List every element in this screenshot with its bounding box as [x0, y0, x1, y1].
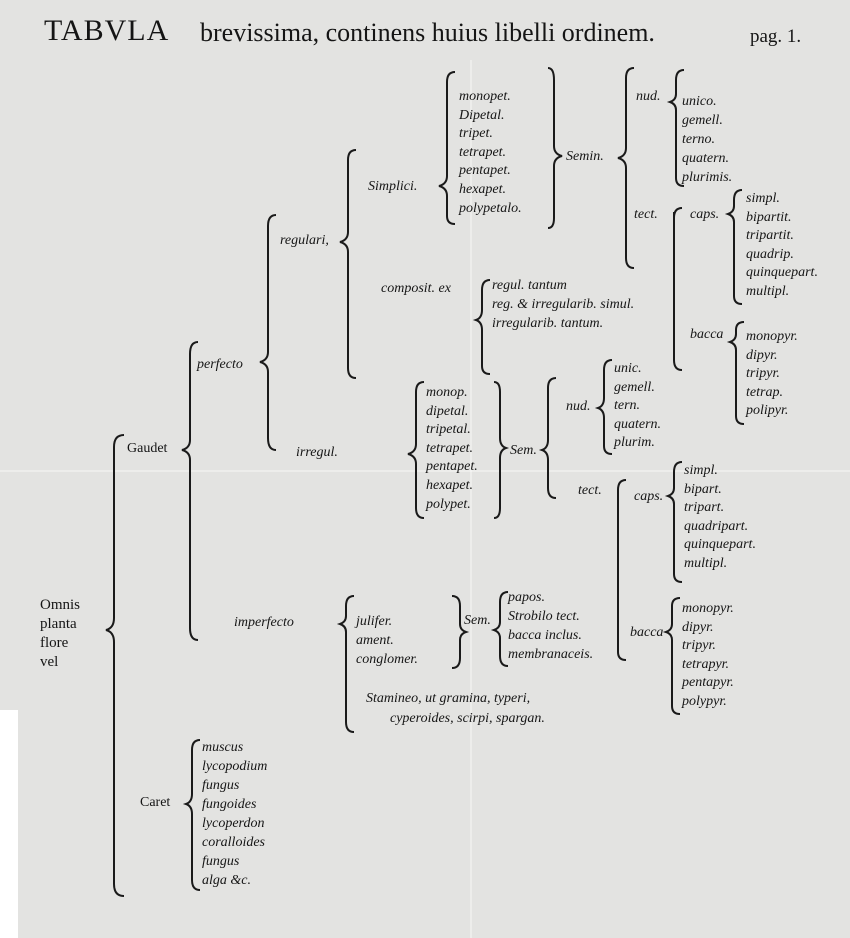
list-item: tetrapet.	[426, 440, 474, 456]
irregul-caps-label: caps.	[634, 489, 664, 504]
simplici-petals-list	[459, 88, 522, 218]
irregul-bacca-label: bacca	[630, 625, 664, 640]
irregul-nud-label: nud.	[566, 399, 591, 414]
list-item: multipl.	[746, 283, 790, 299]
semin-left-brace	[548, 68, 562, 228]
irregul-nud-brace	[598, 360, 612, 454]
list-item: monopyr.	[746, 329, 798, 344]
list-item: quatern.	[614, 416, 662, 432]
semin-brace	[618, 68, 634, 268]
list-item: monopyr.	[682, 601, 734, 616]
root-brace	[106, 435, 124, 896]
perfecto-label: perfecto	[197, 357, 243, 372]
list-item: monop.	[426, 385, 468, 400]
list-item: coralloides	[202, 835, 265, 850]
table-title: TABVLA	[44, 14, 170, 47]
semin-label: Semin.	[566, 149, 604, 164]
composit-label: composit. ex	[381, 281, 451, 296]
list-item: quatern.	[682, 151, 730, 166]
list-item: tetrapyr.	[682, 656, 730, 672]
list-item: fungoides	[202, 797, 257, 812]
list-item: tripartit.	[746, 228, 794, 244]
irregul-bacca-list	[682, 600, 734, 712]
irregul-sem-left-brace	[494, 382, 506, 518]
root-line: planta	[40, 616, 77, 632]
root-line: Omnis	[40, 597, 81, 613]
caret-list	[202, 738, 267, 890]
list-item: pentapet.	[459, 163, 511, 179]
irregul-nud-list	[614, 360, 661, 453]
list-item: fungus	[202, 854, 240, 869]
caps-brace	[728, 190, 742, 304]
irregul-tect-brace	[618, 480, 626, 660]
imperfecto-sem-label: Sem.	[464, 613, 491, 628]
list-item: polypet.	[426, 496, 471, 512]
list-item: unico.	[682, 94, 717, 109]
list-item: tern.	[614, 398, 641, 414]
list-item: muscus	[202, 740, 244, 755]
bacca-list	[746, 328, 798, 421]
list-item: tripyr.	[746, 366, 780, 382]
list-item: hexapet.	[459, 181, 507, 197]
root-line: vel	[40, 654, 59, 670]
irregul-sem-label: Sem.	[510, 443, 537, 458]
list-item: fungus	[202, 778, 240, 793]
table-subtitle: brevissima, continens huius libelli ordinem.	[200, 18, 655, 47]
list-item: gemell.	[614, 379, 655, 395]
list-item: simpl.	[746, 191, 780, 206]
irregul-bacca-brace	[666, 598, 680, 714]
imperfecto-label: imperfecto	[234, 615, 294, 630]
list-item: regul. tantum	[492, 278, 567, 293]
list-item: plurimis.	[682, 170, 733, 185]
nud-list	[682, 92, 732, 187]
list-item: Strobilo tect.	[508, 609, 580, 624]
composit-list	[492, 276, 634, 333]
list-item: tripart.	[684, 500, 725, 516]
irregul-label: irregul.	[296, 445, 338, 460]
list-item: bacca inclus.	[508, 628, 582, 643]
list-item: multipl.	[684, 555, 728, 571]
list-item: conglomer.	[356, 652, 418, 667]
caps-label: caps.	[690, 207, 720, 222]
gaudet-label: Gaudet	[127, 441, 168, 456]
stamineo-line-1: Stamineo, ut gramina, typeri,	[366, 691, 531, 706]
irregul-petals-brace	[408, 382, 424, 518]
caret-brace	[186, 740, 200, 890]
list-item: gemell.	[682, 113, 723, 128]
list-item: unic.	[614, 361, 642, 376]
list-item: tetrapet.	[459, 144, 507, 160]
irregul-tect-label: tect.	[578, 483, 602, 498]
bacca-label: bacca	[690, 327, 724, 342]
list-item: quinquepart.	[684, 537, 756, 553]
list-item: quadrip.	[746, 246, 794, 262]
list-item: lycoperdon	[202, 816, 265, 831]
list-item: tripet.	[459, 126, 493, 142]
list-item: Dipetal.	[459, 107, 505, 123]
imperfecto-sem-list	[508, 588, 593, 664]
bacca-brace	[730, 322, 744, 424]
list-item: julifer.	[356, 614, 393, 629]
caret-label: Caret	[140, 795, 171, 810]
list-item: tetrap.	[746, 384, 783, 400]
list-item: bipartit.	[746, 209, 792, 225]
list-item: lycopodium	[202, 759, 268, 774]
tect-label: tect.	[634, 207, 658, 222]
list-item: dipetal.	[426, 403, 469, 419]
imperfecto-sem-left-brace	[452, 596, 466, 668]
imperfecto-brace	[340, 596, 354, 732]
irregul-caps-brace	[668, 462, 682, 582]
gaudet-brace	[182, 342, 198, 640]
list-item: ament.	[356, 633, 394, 648]
list-item: monopet.	[459, 89, 511, 104]
irregul-sem-brace	[542, 378, 556, 498]
stamineo-line-2: cyperoides, scirpi, spargan.	[390, 711, 545, 726]
list-item: pentapet.	[426, 459, 478, 475]
list-item: polypyr.	[682, 693, 727, 709]
page-number: pag. 1.	[750, 26, 802, 47]
list-item: papos.	[508, 590, 545, 605]
composit-brace	[476, 280, 490, 374]
list-item: polypetalo.	[459, 200, 522, 216]
root-label	[40, 596, 80, 672]
list-item: pentapyr.	[682, 675, 734, 691]
irregul-caps-list	[684, 462, 756, 574]
imperfecto-sem-brace	[494, 592, 508, 666]
simplici-label: Simplici.	[368, 179, 418, 194]
simplici-petals-brace	[439, 72, 455, 224]
list-item: terno.	[682, 132, 716, 147]
list-item: quadripart.	[684, 518, 749, 534]
imperfecto-list	[356, 612, 418, 669]
perfecto-brace	[260, 215, 276, 450]
nud-label: nud.	[636, 89, 661, 104]
list-item: hexapet.	[426, 477, 474, 493]
list-item: alga &c.	[202, 873, 251, 888]
caps-list	[746, 190, 818, 302]
list-item: bipart.	[684, 481, 722, 497]
list-item: dipyr.	[682, 619, 714, 635]
list-item: simpl.	[684, 463, 718, 478]
tect-brace	[674, 208, 682, 370]
list-item: dipyr.	[746, 347, 778, 363]
list-item: quinquepart.	[746, 265, 818, 281]
list-item: tripyr.	[682, 638, 716, 654]
list-item: polipyr.	[746, 403, 789, 419]
list-item: membranaceis.	[508, 647, 594, 662]
regulari-label: regulari,	[280, 233, 329, 248]
regulari-brace	[340, 150, 356, 378]
list-item: irregularib. tantum.	[492, 316, 604, 331]
root-line: flore	[40, 635, 69, 651]
list-item: plurim.	[614, 435, 655, 451]
irregul-petals-list	[426, 384, 478, 514]
list-item: reg. & irregularib. simul.	[492, 297, 635, 312]
list-item: tripetal.	[426, 422, 471, 438]
